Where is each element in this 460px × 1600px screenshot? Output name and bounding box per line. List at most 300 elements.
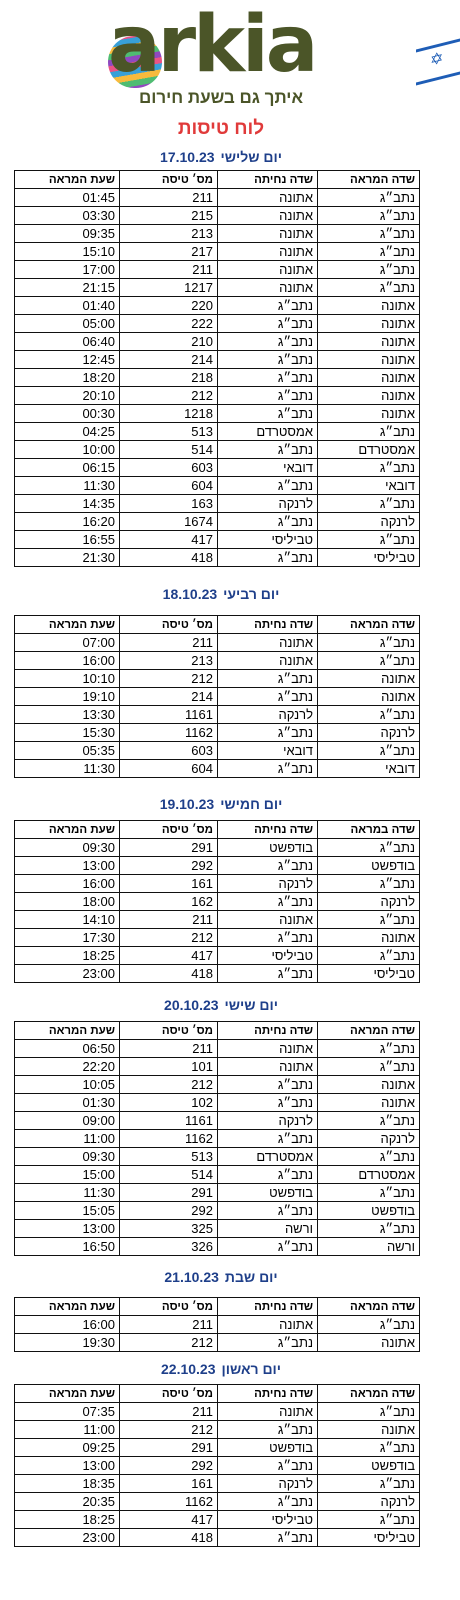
departure-airport: בודפשט <box>318 1457 420 1475</box>
table-row <box>15 947 420 965</box>
table-row <box>15 875 420 893</box>
flight-number: 325 <box>120 1220 218 1238</box>
flight-table <box>14 1384 420 1547</box>
table-row <box>15 261 420 279</box>
flight-number: 326 <box>120 1238 218 1256</box>
column-header-arr: שדה נחיתה <box>218 171 318 189</box>
column-header-arr: שדה נחיתה <box>218 821 318 839</box>
day-name: יום שלישי <box>220 149 282 165</box>
arrival-airport: טביליסי <box>218 1511 318 1529</box>
arrival-airport: נתב״ג <box>218 1334 318 1352</box>
departure-time: 18:25 <box>15 1511 120 1529</box>
column-header-dep: שדה המראה <box>318 171 420 189</box>
departure-airport: אתונה <box>318 1076 420 1094</box>
column-header-time: שעת המראה <box>15 171 120 189</box>
departure-time: 07:00 <box>15 634 120 652</box>
arrival-airport: נתב״ג <box>218 315 318 333</box>
departure-time: 16:55 <box>15 531 120 549</box>
arrival-airport: לרנקה <box>218 1112 318 1130</box>
arrival-airport: אתונה <box>218 261 318 279</box>
table-row <box>15 477 420 495</box>
departure-time: 13:00 <box>15 857 120 875</box>
flight-number: 214 <box>120 351 218 369</box>
departure-airport: לרנקה <box>318 1493 420 1511</box>
column-header-dep: שדה המראה <box>318 616 420 634</box>
table-row <box>15 1457 420 1475</box>
flight-number: 212 <box>120 929 218 947</box>
departure-airport: נתב״ג <box>318 459 420 477</box>
column-header-dep: שדה המראה <box>318 1385 420 1403</box>
departure-airport: נתב״ג <box>318 742 420 760</box>
table-row <box>15 297 420 315</box>
table-row <box>15 495 420 513</box>
arrival-airport: נתב״ג <box>218 1130 318 1148</box>
table-header <box>15 1385 420 1403</box>
departure-airport: נתב״ג <box>318 1475 420 1493</box>
departure-airport: נתב״ג <box>318 911 420 929</box>
departure-time: 09:25 <box>15 1439 120 1457</box>
departure-time: 19:10 <box>15 688 120 706</box>
table-row <box>15 315 420 333</box>
departure-airport: לרנקה <box>318 1130 420 1148</box>
flight-number: 101 <box>120 1058 218 1076</box>
departure-airport: נתב״ג <box>318 1439 420 1457</box>
departure-time: 11:00 <box>15 1421 120 1439</box>
departure-airport: אתונה <box>318 351 420 369</box>
departure-airport: אתונה <box>318 1421 420 1439</box>
departure-airport: נתב״ג <box>318 207 420 225</box>
flight-number: 1674 <box>120 513 218 531</box>
day-name: יום שישי <box>224 997 278 1013</box>
departure-airport: דובאי <box>318 760 420 778</box>
flight-number: 1218 <box>120 405 218 423</box>
departure-time: 17:30 <box>15 929 120 947</box>
flight-number: 418 <box>120 965 218 983</box>
table-row <box>15 1112 420 1130</box>
flight-number: 211 <box>120 1403 218 1421</box>
table-row <box>15 1094 420 1112</box>
departure-airport: אתונה <box>318 369 420 387</box>
arrival-airport: אתונה <box>218 279 318 297</box>
arrival-airport: ורשה <box>218 1220 318 1238</box>
arrival-airport: נתב״ג <box>218 549 318 567</box>
departure-airport: טביליסי <box>318 965 420 983</box>
departure-time: 21:15 <box>15 279 120 297</box>
departure-airport: נתב״ג <box>318 495 420 513</box>
departure-time: 07:35 <box>15 1403 120 1421</box>
arrival-airport: נתב״ג <box>218 670 318 688</box>
arrival-airport: אתונה <box>218 189 318 207</box>
table-row <box>15 1421 420 1439</box>
table-row <box>15 1148 420 1166</box>
flight-number: 603 <box>120 742 218 760</box>
flight-table <box>14 615 420 778</box>
departure-airport: נתב״ג <box>318 1184 420 1202</box>
flight-number: 211 <box>120 261 218 279</box>
departure-time: 05:00 <box>15 315 120 333</box>
flight-number: 418 <box>120 1529 218 1547</box>
flight-number: 213 <box>120 652 218 670</box>
flight-number: 220 <box>120 297 218 315</box>
departure-airport: נתב״ג <box>318 634 420 652</box>
table-row <box>15 1184 420 1202</box>
table-row <box>15 459 420 477</box>
departure-time: 00:30 <box>15 405 120 423</box>
table-row <box>15 893 420 911</box>
departure-airport: נתב״ג <box>318 1316 420 1334</box>
departure-time: 18:35 <box>15 1475 120 1493</box>
flight-number: 292 <box>120 857 218 875</box>
table-header <box>15 1298 420 1316</box>
table-row <box>15 724 420 742</box>
board-title: לוח טיסות <box>177 118 265 139</box>
departure-airport: נתב״ג <box>318 706 420 724</box>
departure-airport: נתב״ג <box>318 279 420 297</box>
arrival-airport: אתונה <box>218 1316 318 1334</box>
departure-airport: נתב״ג <box>318 1148 420 1166</box>
flight-number: 1161 <box>120 1112 218 1130</box>
departure-time: 09:30 <box>15 1148 120 1166</box>
departure-time: 20:35 <box>15 1493 120 1511</box>
flight-number: 604 <box>120 477 218 495</box>
flight-number: 222 <box>120 315 218 333</box>
departure-time: 11:30 <box>15 760 120 778</box>
departure-airport: אתונה <box>318 688 420 706</box>
departure-time: 13:00 <box>15 1220 120 1238</box>
table-row <box>15 207 420 225</box>
day-date: 17.10.23 <box>160 149 215 165</box>
table-row <box>15 549 420 567</box>
arrival-airport: נתב״ג <box>218 929 318 947</box>
table-header <box>15 1022 420 1040</box>
day-date: 21.10.23 <box>164 1269 219 1285</box>
arkia-logo-icon <box>108 0 444 90</box>
flight-number: 418 <box>120 549 218 567</box>
arrival-airport: אתונה <box>218 243 318 261</box>
table-row <box>15 1316 420 1334</box>
departure-time: 16:20 <box>15 513 120 531</box>
departure-time: 14:10 <box>15 911 120 929</box>
arrival-airport: טביליסי <box>218 531 318 549</box>
departure-time: 09:35 <box>15 225 120 243</box>
departure-time: 10:00 <box>15 441 120 459</box>
flight-table <box>14 1297 420 1352</box>
arrival-airport: טביליסי <box>218 947 318 965</box>
column-header-time: שעת המראה <box>15 1385 120 1403</box>
arrival-airport: בודפשט <box>218 1439 318 1457</box>
header <box>0 0 442 150</box>
table-row <box>15 1040 420 1058</box>
table-row <box>15 441 420 459</box>
departure-time: 19:30 <box>15 1334 120 1352</box>
column-header-time: שעת המראה <box>15 1298 120 1316</box>
table-row <box>15 1202 420 1220</box>
flight-number: 514 <box>120 1166 218 1184</box>
flight-number: 513 <box>120 1148 218 1166</box>
departure-airport: אתונה <box>318 670 420 688</box>
table-row <box>15 1529 420 1547</box>
flight-number: 212 <box>120 1421 218 1439</box>
departure-airport: אתונה <box>318 387 420 405</box>
flight-number: 292 <box>120 1202 218 1220</box>
table-row <box>15 531 420 549</box>
flight-number: 291 <box>120 1184 218 1202</box>
departure-time: 11:30 <box>15 1184 120 1202</box>
departure-airport: נתב״ג <box>318 189 420 207</box>
departure-time: 11:00 <box>15 1130 120 1148</box>
arrival-airport: נתב״ג <box>218 1493 318 1511</box>
table-row <box>15 225 420 243</box>
flight-number: 1161 <box>120 706 218 724</box>
arrival-airport: אמסטרדם <box>218 423 318 441</box>
arrival-airport: נתב״ג <box>218 688 318 706</box>
arrival-airport: נתב״ג <box>218 760 318 778</box>
flight-number: 513 <box>120 423 218 441</box>
table-row <box>15 1511 420 1529</box>
table-row <box>15 1334 420 1352</box>
departure-airport: לרנקה <box>318 513 420 531</box>
day-name: יום רביעי <box>223 586 280 602</box>
flight-number: 210 <box>120 333 218 351</box>
arrival-airport: נתב״ג <box>218 333 318 351</box>
departure-airport: אמסטרדם <box>318 1166 420 1184</box>
departure-time: 20:10 <box>15 387 120 405</box>
table-row <box>15 1076 420 1094</box>
departure-time: 16:00 <box>15 1316 120 1334</box>
table-row <box>15 387 420 405</box>
arrival-airport: נתב״ג <box>218 1529 318 1547</box>
slogan: איתך גם בשעת חירום <box>138 88 304 107</box>
flight-number: 211 <box>120 1040 218 1058</box>
departure-time: 01:30 <box>15 1094 120 1112</box>
departure-time: 23:00 <box>15 965 120 983</box>
departure-airport: נתב״ג <box>318 1403 420 1421</box>
flight-number: 603 <box>120 459 218 477</box>
flight-number: 1162 <box>120 724 218 742</box>
arrival-airport: נתב״ג <box>218 477 318 495</box>
day-date: 18.10.23 <box>162 586 218 602</box>
arrival-airport: אתונה <box>218 1058 318 1076</box>
arrival-airport: נתב״ג <box>218 965 318 983</box>
flight-number: 163 <box>120 495 218 513</box>
arrival-airport: אתונה <box>218 652 318 670</box>
column-header-arr: שדה נחיתה <box>218 1298 318 1316</box>
departure-time: 18:20 <box>15 369 120 387</box>
table-row <box>15 1475 420 1493</box>
departure-airport: אמסטרדם <box>318 441 420 459</box>
departure-airport: נתב״ג <box>318 1040 420 1058</box>
column-header-fl: מס׳ טיסה <box>120 1385 218 1403</box>
table-row <box>15 513 420 531</box>
arrival-airport: נתב״ג <box>218 1238 318 1256</box>
flight-number: 211 <box>120 911 218 929</box>
table-row <box>15 279 420 297</box>
israel-flag-icon: ✡ <box>416 39 460 86</box>
day-date: 20.10.23 <box>164 997 219 1013</box>
arrival-airport: לרנקה <box>218 706 318 724</box>
departure-time: 04:25 <box>15 423 120 441</box>
table-header <box>15 616 420 634</box>
table-row <box>15 189 420 207</box>
departure-airport: נתב״ג <box>318 261 420 279</box>
arrival-airport: אמסטרדם <box>218 1148 318 1166</box>
arrival-airport: נתב״ג <box>218 1076 318 1094</box>
departure-airport: נתב״ג <box>318 652 420 670</box>
flight-number: 417 <box>120 1511 218 1529</box>
departure-time: 14:35 <box>15 495 120 513</box>
column-header-fl: מס׳ טיסה <box>120 821 218 839</box>
arrival-airport: נתב״ג <box>218 1166 318 1184</box>
column-header-fl: מס׳ טיסה <box>120 616 218 634</box>
table-row <box>15 706 420 724</box>
flight-number: 213 <box>120 225 218 243</box>
column-header-time: שעת המראה <box>15 1022 120 1040</box>
departure-airport: אתונה <box>318 333 420 351</box>
departure-airport: נתב״ג <box>318 1058 420 1076</box>
day-name: יום חמישי <box>220 796 283 812</box>
table-row <box>15 839 420 857</box>
table-row <box>15 1439 420 1457</box>
arrival-airport: נתב״ג <box>218 441 318 459</box>
departure-airport: טביליסי <box>318 549 420 567</box>
day-name: יום שבת <box>224 1269 278 1285</box>
flight-number: 417 <box>120 947 218 965</box>
table-row <box>15 857 420 875</box>
column-header-dep: שדה במראה <box>318 821 420 839</box>
departure-time: 18:25 <box>15 947 120 965</box>
flight-number: 215 <box>120 207 218 225</box>
brand-name: arkia <box>108 0 316 90</box>
flight-number: 217 <box>120 243 218 261</box>
table-row <box>15 742 420 760</box>
departure-time: 13:30 <box>15 706 120 724</box>
table-row <box>15 1130 420 1148</box>
arrival-airport: אתונה <box>218 1403 318 1421</box>
flight-number: 211 <box>120 1316 218 1334</box>
departure-time: 09:00 <box>15 1112 120 1130</box>
table-row <box>15 369 420 387</box>
departure-airport: אתונה <box>318 405 420 423</box>
departure-time: 16:50 <box>15 1238 120 1256</box>
flight-number: 292 <box>120 1457 218 1475</box>
arrival-airport: נתב״ג <box>218 513 318 531</box>
flight-number: 417 <box>120 531 218 549</box>
column-header-dep: שדה המראה <box>318 1022 420 1040</box>
departure-time: 10:10 <box>15 670 120 688</box>
flight-number: 1162 <box>120 1130 218 1148</box>
departure-time: 21:30 <box>15 549 120 567</box>
table-row <box>15 333 420 351</box>
table-row <box>15 688 420 706</box>
flight-number: 102 <box>120 1094 218 1112</box>
table-row <box>15 1493 420 1511</box>
departure-time: 15:05 <box>15 1202 120 1220</box>
flight-number: 161 <box>120 1475 218 1493</box>
arrival-airport: נתב״ג <box>218 1094 318 1112</box>
departure-airport: ורשה <box>318 1238 420 1256</box>
column-header-fl: מס׳ טיסה <box>120 1022 218 1040</box>
departure-time: 03:30 <box>15 207 120 225</box>
flight-number: 161 <box>120 875 218 893</box>
departure-airport: נתב״ג <box>318 839 420 857</box>
departure-time: 01:45 <box>15 189 120 207</box>
flight-number: 162 <box>120 893 218 911</box>
column-header-fl: מס׳ טיסה <box>120 171 218 189</box>
flight-table <box>14 1021 420 1256</box>
departure-time: 10:05 <box>15 1076 120 1094</box>
departure-airport: נתב״ג <box>318 243 420 261</box>
flight-number: 211 <box>120 634 218 652</box>
table-row <box>15 965 420 983</box>
arrival-airport: דובאי <box>218 742 318 760</box>
flight-number: 514 <box>120 441 218 459</box>
flight-number: 214 <box>120 688 218 706</box>
departure-time: 23:00 <box>15 1529 120 1547</box>
flight-number: 212 <box>120 387 218 405</box>
day-title <box>0 796 442 812</box>
departure-airport: נתב״ג <box>318 531 420 549</box>
departure-time: 16:00 <box>15 652 120 670</box>
arrival-airport: לרנקה <box>218 875 318 893</box>
flight-number: 1162 <box>120 1493 218 1511</box>
arrival-airport: אתונה <box>218 207 318 225</box>
flight-number: 291 <box>120 1439 218 1457</box>
arrival-airport: נתב״ג <box>218 893 318 911</box>
departure-airport: נתב״ג <box>318 423 420 441</box>
day-date: 19.10.23 <box>159 796 215 812</box>
table-row <box>15 1238 420 1256</box>
day-title <box>0 1361 442 1377</box>
departure-time: 09:30 <box>15 839 120 857</box>
table-row <box>15 1166 420 1184</box>
table-row <box>15 243 420 261</box>
departure-time: 15:30 <box>15 724 120 742</box>
flight-table <box>14 170 420 567</box>
flight-number: 212 <box>120 1076 218 1094</box>
table-row <box>15 652 420 670</box>
arrival-airport: נתב״ג <box>218 387 318 405</box>
departure-time: 22:20 <box>15 1058 120 1076</box>
arrival-airport: אתונה <box>218 1040 318 1058</box>
column-header-arr: שדה נחיתה <box>218 616 318 634</box>
day-title <box>0 149 442 165</box>
arrival-airport: אתונה <box>218 634 318 652</box>
table-row <box>15 929 420 947</box>
departure-airport: נתב״ג <box>318 875 420 893</box>
arrival-airport: נתב״ג <box>218 724 318 742</box>
column-header-arr: שדה נחיתה <box>218 1385 318 1403</box>
column-header-time: שעת המראה <box>15 821 120 839</box>
departure-airport: אתונה <box>318 1334 420 1352</box>
arrival-airport: נתב״ג <box>218 1421 318 1439</box>
arrival-airport: אתונה <box>218 225 318 243</box>
departure-time: 12:45 <box>15 351 120 369</box>
table-row <box>15 405 420 423</box>
arrival-airport: נתב״ג <box>218 1457 318 1475</box>
day-title <box>0 997 442 1013</box>
departure-airport: נתב״ג <box>318 1220 420 1238</box>
departure-airport: נתב״ג <box>318 947 420 965</box>
day-title <box>0 1269 442 1285</box>
table-row <box>15 1058 420 1076</box>
flight-number: 211 <box>120 189 218 207</box>
flight-number: 604 <box>120 760 218 778</box>
departure-airport: דובאי <box>318 477 420 495</box>
table-row <box>15 1403 420 1421</box>
departure-airport: בודפשט <box>318 1202 420 1220</box>
flight-number: 212 <box>120 670 218 688</box>
day-name: יום ראשון <box>221 1361 281 1377</box>
